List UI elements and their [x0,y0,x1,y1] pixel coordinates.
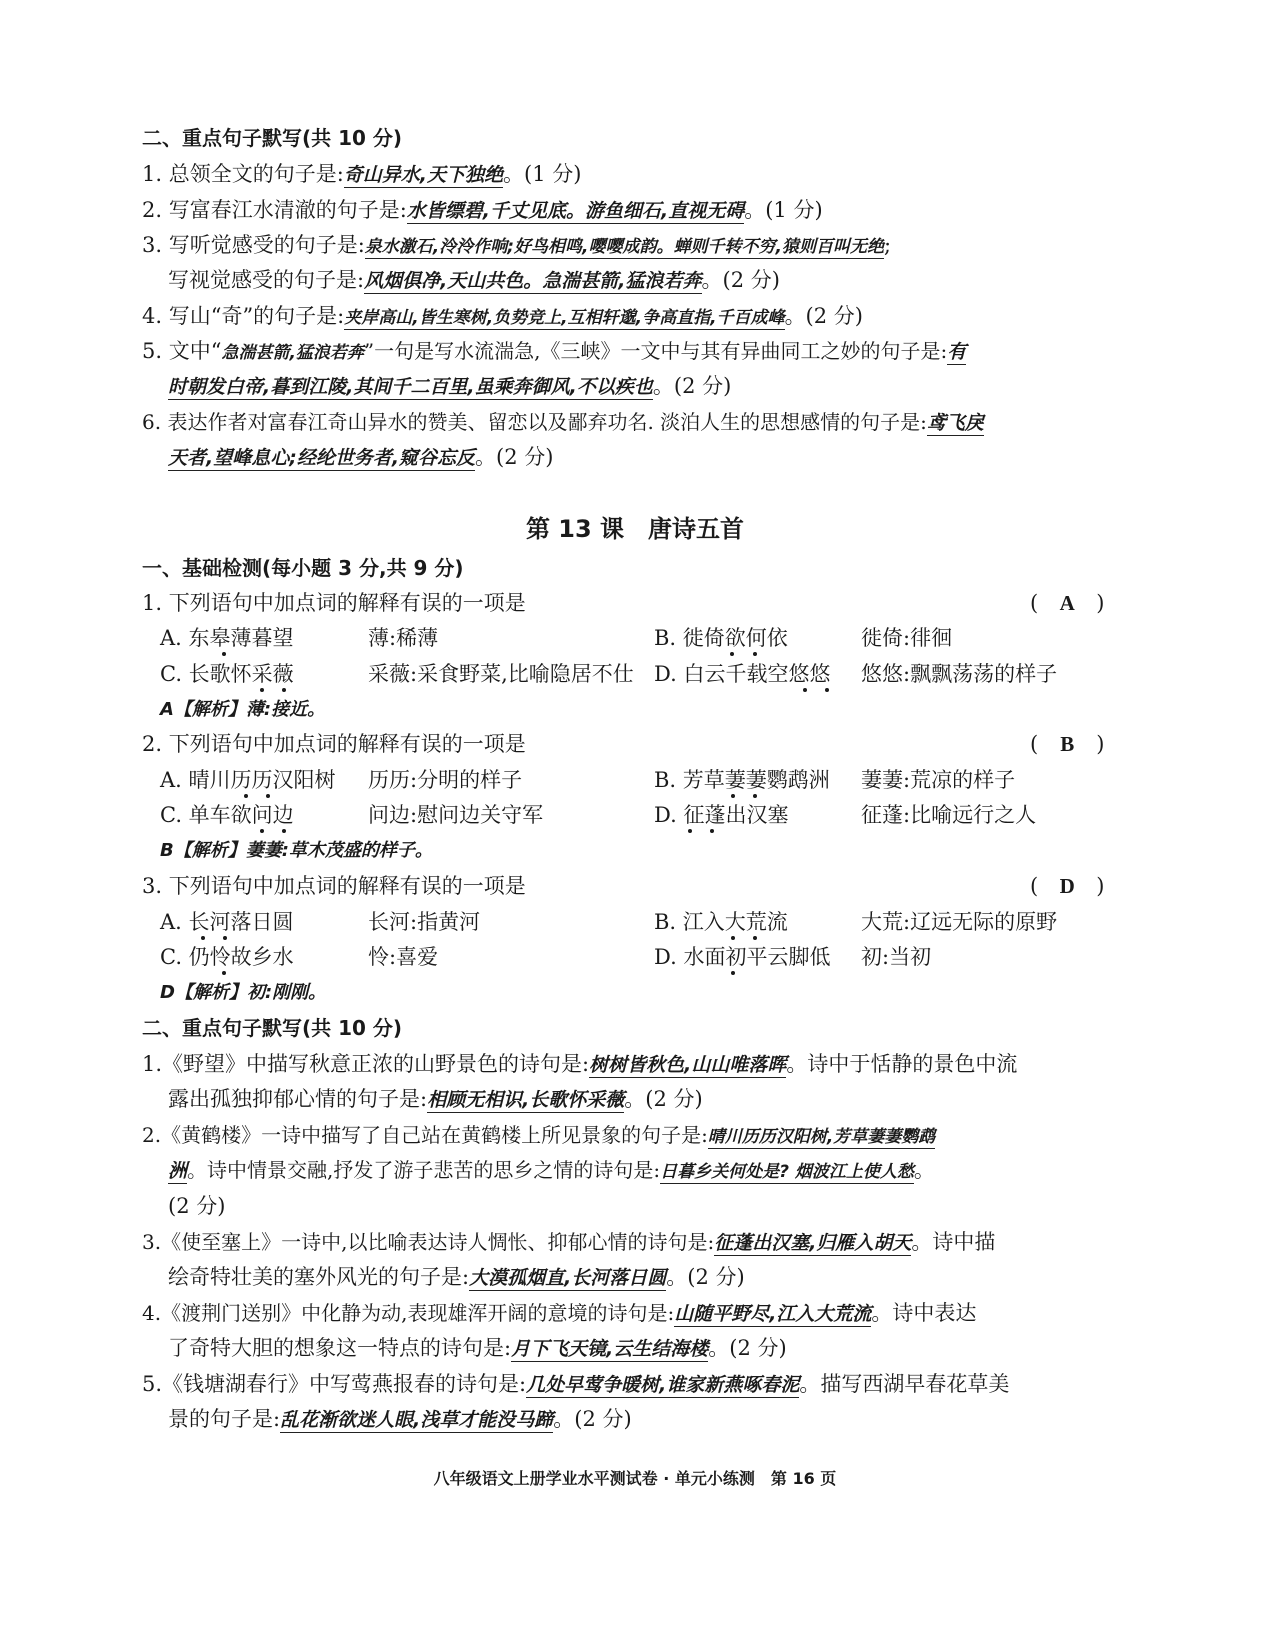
answer-letter: B [1060,732,1075,756]
answer-text: 月下飞天镜,云生结海楼 [511,1338,709,1360]
mc-answer-1: ( A ) [1030,591,1105,615]
option-c: C. 长歌怀采薇 [160,662,294,686]
mc-question-1-stem: 1. 下列语句中加点词的解释有误的一项是 [142,591,526,615]
question-1-continued [168,1085,703,1114]
option-d-explanation: 初:当初 [861,945,932,969]
question-2 [142,1121,935,1151]
section-heading-sentences: 二、重点句子默写(共 10 分) [142,126,403,150]
analysis-2: B【解析】萋萋:草木茂盛的样子。 [160,840,433,861]
answer-text: 晴川历历汉阳树,芳草萋萋鹦鹉 [707,1127,936,1147]
question-text: 2. 写富春江水清澈的句子是: [142,198,407,222]
answer-text: 水皆缥碧,千丈见底。游鱼细石,直视无碍 [406,200,745,222]
answer-text: 奇山异水,天下独绝 [343,164,504,186]
answer-text: 相顾无相识,长歌怀采薇 [427,1089,625,1111]
answer-text: 洲 [168,1160,188,1182]
option-c-explanation: 怜:喜爱 [368,945,439,969]
question-2 [142,196,823,225]
answer-text: 征蓬出汉塞,归雁入胡天 [714,1232,912,1254]
score-text: 。(2 分) [475,445,554,469]
option-b-explanation: 徙倚:徘徊 [861,626,953,650]
answer-text: 时朝发白帝,暮到江陵,其间千二百里,虽乘奔御风,不以疾也 [168,376,653,398]
quoted-text: 急湍甚箭,猛浪若奔 [221,343,364,363]
answer-letter: D [1059,874,1075,898]
section-heading-basic: 一、基础检测(每小题 3 分,共 9 分) [142,556,464,580]
question-text: ”一句是写水流湍急,《三峡》一文中与其有异曲同工之妙的句子是: [363,339,948,363]
option-c: C. 仍怜故乡水 [160,945,294,969]
answer-text: 乱花渐欲迷人眼,浅草才能没马蹄 [280,1409,554,1431]
question-3-continued [168,1263,745,1292]
question-text: 。诗中表达 [871,1301,977,1325]
question-6-continued [168,443,553,472]
answer-text: 鸢飞戾 [926,412,984,434]
score-text: 。(2 分) [553,1407,632,1431]
question-text: 。描写西湖早春花草美 [799,1372,1010,1396]
option-b: B. 江入大荒流 [654,910,788,934]
question-text: 5.《钱塘湖春行》中写莺燕报春的诗句是: [142,1372,527,1396]
mc-question-2-stem: 2. 下列语句中加点词的解释有误的一项是 [142,732,526,756]
option-c-explanation: 采薇:采食野菜,比喻隐居不仕 [368,662,634,686]
question-text: 1. 总领全文的句子是: [142,162,344,186]
question-text: 写视觉感受的句子是: [168,268,365,292]
answer-text: 大漠孤烟直,长河落日圆 [469,1267,667,1289]
question-1 [142,160,581,189]
option-c: C. 单车欲问边 [160,803,294,827]
option-b: B. 芳草萋萋鹦鹉洲 [654,768,830,792]
question-text: 绘奇特壮美的塞外风光的句子是: [168,1265,470,1289]
question-5-continued [168,1405,632,1434]
answer-text: 泉水激石,泠泠作响;好鸟相鸣,嘤嘤成韵。蝉则千转不穷,猿则百叫无绝 [364,237,884,257]
question-3-continued [168,266,780,295]
option-d: D. 水面初平云脚低 [654,945,831,969]
question-text: 。诗中情景交融,抒发了游子悲苦的思乡之情的诗句是: [187,1158,661,1182]
option-c-explanation: 问边:慰问边关守军 [368,803,544,827]
question-text: 4.《渡荆门送别》中化静为动,表现雄浑开阔的意境的诗句是: [142,1301,675,1325]
option-a: A. 晴川历历汉阳树 [160,768,336,792]
analysis-1: A【解析】薄:接近。 [160,699,326,720]
question-text: 3.《使至塞上》一诗中,以比喻表达诗人惆怅、抑郁心情的诗句是: [142,1230,715,1254]
score-text: 。(2 分) [708,1336,787,1360]
question-2-score: (2 分) [168,1194,226,1218]
option-d: D. 白云千载空悠悠 [654,662,831,686]
answer-text: 风烟俱净,天山共色。急湍甚箭,猛浪若奔 [364,270,702,292]
answer-text: 树树皆秋色,山山唯落晖 [589,1054,787,1076]
question-text: 了奇特大胆的想象这一特点的诗句是: [168,1336,512,1360]
score-text: 。(2 分) [624,1087,703,1111]
option-b-explanation: 萋萋:荒凉的样子 [861,768,1016,792]
answer-text: 天者,望峰息心;经纶世务者,窥谷忘反 [168,447,476,469]
option-a: A. 长河落日圆 [160,910,294,934]
page-footer: 八年级语文上册学业水平测试卷 · 单元小练测 第 16 页 [433,1469,837,1488]
option-d-explanation: 征蓬:比喻远行之人 [861,803,1037,827]
answer-text: 山随平野尽,江入大荒流 [674,1303,872,1325]
option-b-explanation: 大荒:辽远无际的原野 [861,910,1058,934]
question-text: 5. 文中“ [142,339,222,363]
question-text: 1.《野望》中描写秋意正浓的山野景色的诗句是: [142,1052,590,1076]
section-heading-sentences-2: 二、重点句子默写(共 10 分) [142,1016,403,1040]
score-text: 。(2 分) [652,374,732,398]
question-text: 2.《黄鹤楼》一诗中描写了自己站在黄鹤楼上所见景象的句子是: [142,1123,708,1147]
question-4 [142,1299,976,1328]
answer-text: 夹岸高山,皆生寒树,负势竞上,互相轩邈,争高直指,千百成峰 [344,308,785,328]
option-a: A. 东皋薄暮望 [160,626,294,650]
question-6 [142,408,984,437]
mc-answer-2: ( B ) [1030,732,1105,756]
score-text: 。(1 分) [503,162,582,186]
score-text: 。(2 分) [701,268,780,292]
question-text: 。诗中描 [911,1230,996,1254]
lesson-title: 第 13 课 唐诗五首 [525,515,745,543]
option-a-explanation: 薄:稀薄 [368,626,439,650]
option-d: D. 征蓬出汉塞 [654,803,789,827]
score-text: 。(2 分) [666,1265,745,1289]
question-text: 。诗中于恬静的景色中流 [786,1052,1018,1076]
question-5 [142,1370,1009,1399]
punctuation: 。 [913,1158,935,1182]
question-4 [142,302,863,332]
analysis-3: D【解析】初:刚刚。 [160,982,327,1003]
question-1 [142,1050,1017,1079]
question-3 [142,231,891,261]
score-text: 。(1 分) [744,198,823,222]
question-text: 景的句子是: [168,1407,281,1431]
mc-answer-3: ( D ) [1030,874,1105,898]
question-text: 3. 写听觉感受的句子是: [142,233,365,257]
question-2-continued [168,1156,935,1186]
question-4-continued [168,1334,787,1363]
question-5 [142,337,966,367]
question-3 [142,1228,995,1257]
option-a-explanation: 历历:分明的样子 [368,768,523,792]
question-5-continued [168,372,731,401]
question-text: 4. 写山“奇”的句子是: [142,304,345,328]
option-d-explanation: 悠悠:飘飘荡荡的样子 [861,662,1058,686]
option-b: B. 徙倚欲何依 [654,626,788,650]
score-text: 。(2 分) [784,304,863,328]
question-text: 露出孤独抑郁心情的句子是: [168,1087,428,1111]
answer-text: 有 [947,341,967,363]
answer-letter: A [1059,591,1075,615]
punctuation: ; [883,233,892,257]
answer-text: 几处早莺争暖树,谁家新燕啄春泥 [526,1374,800,1396]
answer-text: 日暮乡关何处是? 烟波江上使人愁 [660,1162,914,1182]
mc-question-3-stem: 3. 下列语句中加点词的解释有误的一项是 [142,874,526,898]
option-a-explanation: 长河:指黄河 [368,910,481,934]
question-text: 6. 表达作者对富春江奇山异水的赞美、留恋以及鄙弃功名. 淡泊人生的思想感情的句子是: [142,410,927,434]
